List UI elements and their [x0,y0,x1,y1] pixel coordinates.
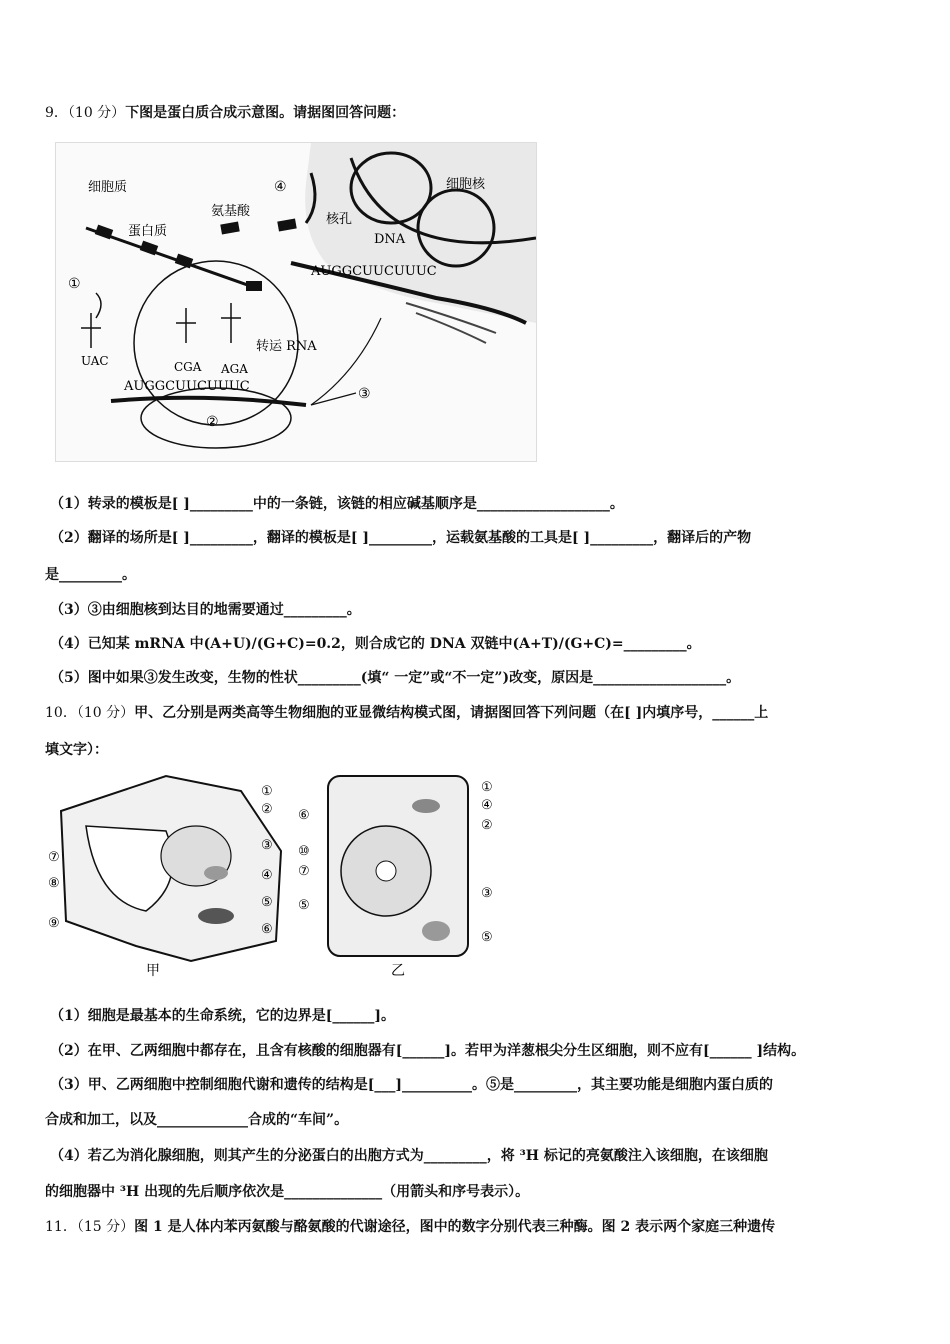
q10-item-3: （3）甲、乙两细胞中控制细胞代谢和遗传的结构是[___]__________。⑤是_________，其主要功能是细胞内蛋白质的 [50,1077,773,1093]
trna-1 [81,293,101,348]
a-mark-4: ④ [261,868,273,883]
trna-2 [176,308,196,343]
label-nucleus: 细胞核 [446,177,486,192]
plant-mitochondrion [204,866,228,880]
q9-item-2: （2）翻译的场所是[ ]_________，翻译的模板是[ ]_________，运载氨基酸的工具是[ ]_________，翻译后的产物 [50,530,752,546]
b-mark-4: ④ [481,798,493,813]
b-mark-5-left: ⑤ [298,898,310,913]
free-amino-acid [220,222,239,235]
mrna-top-seq: AUGGCUUCUUUC [311,264,437,279]
q10-item-4-cont: 的细胞器中 ³H 出现的先后顺序依次是______________（用箭头和序号表示）。 [45,1184,530,1200]
b-mark-3: ③ [481,886,493,901]
q9-header [45,103,405,123]
mrna-pointer [311,393,356,405]
a-mark-3: ③ [261,838,273,853]
q10-diagram [46,771,506,986]
animal-mitochondrion [412,799,440,813]
q10-number: 10． [45,705,77,721]
b-mark-2: ② [481,818,493,833]
q9-stem: 下图是蛋白质合成示意图。请据图回答问题： [125,105,406,121]
q10-item-3-cont: 合成和加工，以及_____________合成的“车间”。 [45,1112,349,1128]
a-mark-7: ⑦ [48,850,60,865]
amino-acid-block-4 [246,281,262,291]
label-jia: 甲 [146,963,160,979]
anticodon-aga: AGA [221,362,248,376]
label-yi: 乙 [391,963,405,979]
label-amino-acid: 氨基酸 [211,204,251,219]
q9-diagram [56,143,536,461]
q11-stem: 图 1 是人体内苯丙氨酸与酪氨酸的代谢途径，图中的数字分别代表三种酶。图 2 表示两个家庭三种遗传 [134,1219,776,1235]
q9-item-2-cont: 是_________。 [45,567,136,583]
nucleolus [376,861,396,881]
b-mark-7: ⑦ [298,864,310,879]
trna-3 [221,303,241,343]
b-mark-6: ⑥ [298,808,310,823]
q10-stem: 甲、乙分别是两类高等生物细胞的亚显微结构模式图，请据图回答下列问题（在[ ]内填序号，______上 [134,705,769,721]
chloroplast [198,908,234,924]
mrna-bottom-seq: AUGGCUUCUUUC [124,379,250,394]
q11-score: （15 分） [76,1219,135,1235]
q10-header [45,703,768,723]
a-mark-2: ② [261,802,273,817]
anticodon-uac: UAC [81,354,109,368]
label-trna: 转运 RNA [256,339,317,354]
amino-acid-block-2 [140,241,158,256]
free-amino-acid-2 [277,219,296,232]
label-pore: 核孔 [326,212,353,227]
label-dna: DNA [374,232,406,247]
q9-protein-synthesis-figure [55,142,537,462]
polypeptide-chain [86,228,256,288]
a-mark-5: ⑤ [261,895,273,910]
q11-number: 11． [45,1219,77,1235]
b-mark-5-right: ⑤ [481,930,493,945]
amino-acid-block-3 [175,254,193,269]
q9-item-4: （4）已知某 mRNA 中(A+U)/(G+C)=0.2，则合成它的 DNA 双链中(A+T)/(G+C)=_________。 [50,636,701,652]
a-mark-9: ⑨ [48,916,60,931]
amino-acid-block-1 [95,225,113,240]
q10-stem-cont: 填文字）： [45,742,108,758]
q10-item-1: （1）细胞是最基本的生命系统，它的边界是[______]。 [50,1008,395,1024]
q9-item-3: （3）③由细胞核到达目的地需要通过_________。 [50,602,361,618]
q9-item-5: （5）图中如果③发生改变，生物的性状_________(填“ 一定”或“不一定”)改变，原因是___________________。 [50,670,741,686]
q9-item-1: （1）转录的模板是[ ]_________中的一条链，该链的相应碱基顺序是___________________。 [50,496,624,512]
label-protein: 蛋白质 [128,224,168,239]
anticodon-cga: CGA [174,360,202,374]
q9-number: 9． [45,105,68,121]
q10-score: （10 分） [76,705,135,721]
mark-4: ④ [274,179,287,195]
a-mark-6: ⑥ [261,922,273,937]
mark-3: ③ [358,386,371,402]
q10-item-2: （2）在甲、乙两细胞中都存在，且含有核酸的细胞器有[______]。若甲为洋葱根尖分生区细胞，则不应有[______ ]结构。 [50,1043,806,1059]
b-mark-10: ⑩ [298,844,310,859]
a-mark-8: ⑧ [48,876,60,891]
label-cytoplasm: 细胞质 [88,180,128,195]
mark-2: ② [206,414,219,430]
q10-cell-figure [45,770,507,987]
mark-1: ① [68,276,81,292]
a-mark-1: ① [261,784,273,799]
q11-header [45,1217,775,1237]
q10-item-4: （4）若乙为消化腺细胞，则其产生的分泌蛋白的出胞方式为_________，将 ³H 标记的亮氨酸注入该细胞，在该细胞 [50,1148,768,1164]
golgi [422,921,450,941]
q9-score: （10 分） [67,105,126,121]
b-mark-1: ① [481,780,493,795]
